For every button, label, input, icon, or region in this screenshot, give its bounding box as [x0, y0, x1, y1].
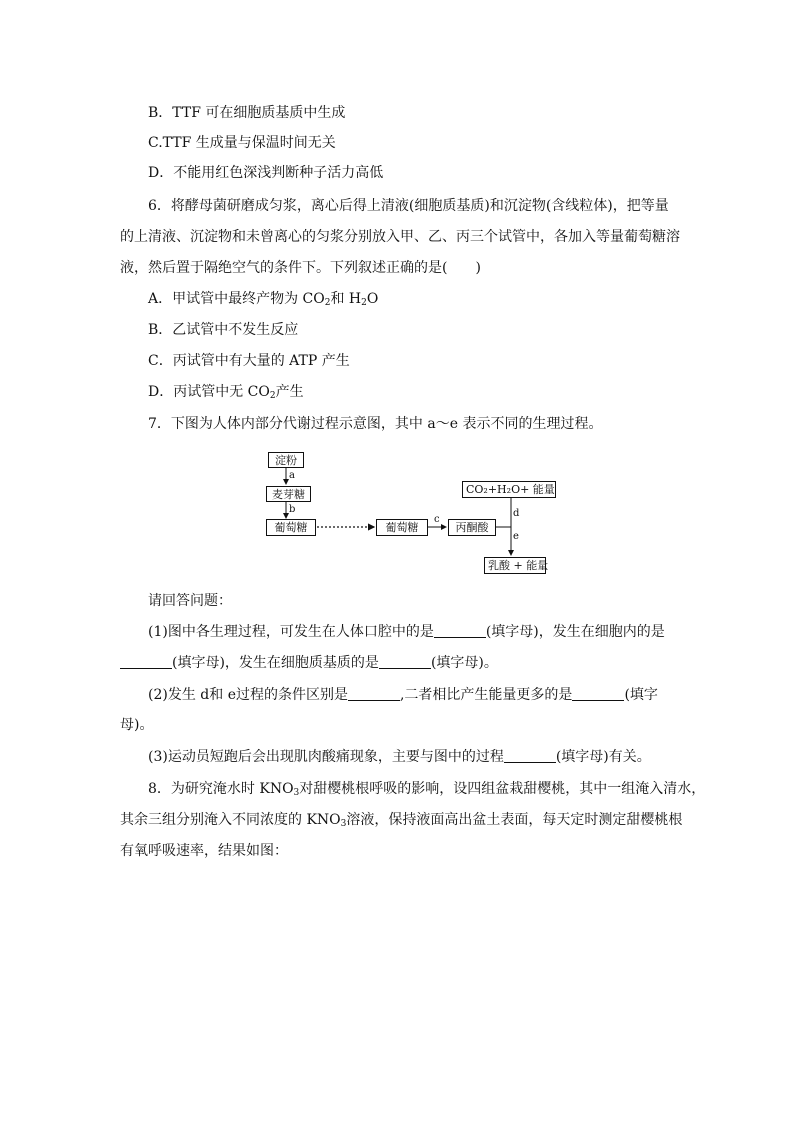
- q7-sub2-line2: 母)。: [120, 717, 154, 733]
- q6-stem-line1: 6．将酵母菌研磨成匀浆，离心后得上清液(细胞质基质)和沉淀物(含线粒体)，把等量: [148, 198, 669, 214]
- q6-option-b: B．乙试管中不发生反应: [148, 322, 299, 338]
- box-glucose-1: 葡萄糖: [266, 519, 316, 536]
- label-c: c: [434, 514, 440, 525]
- q7-sub2-line1: (2)发生 d和 e过程的条件区别是 ,二者相比产生能量更多的是 (填字: [148, 687, 658, 703]
- box-glucose-2: 葡萄糖: [376, 519, 428, 536]
- q5-option-d: D．不能用红色深浅判断种子活力高低: [148, 165, 384, 181]
- q5-option-c: C.TTF 生成量与保温时间无关: [148, 135, 336, 151]
- q7-sub1-line2: (填字母)，发生在细胞质基质的是 (填字母)。: [120, 653, 498, 673]
- label-a: a: [289, 470, 295, 481]
- box-starch: 淀粉: [268, 452, 304, 468]
- q8-stem-line2: 其余三组分别淹入不同浓度的 $KNO_3$溶液，保持液面高出盆土表面，每天定时测定甜樱桃根: [120, 812, 683, 829]
- q7-stem: 7．下图为人体内部分代谢过程示意图，其中 a～e 表示不同的生理过程。: [148, 416, 603, 432]
- answer-blank[interactable]: [434, 623, 486, 638]
- answer-blank[interactable]: [120, 654, 172, 669]
- label-e: e: [513, 531, 519, 542]
- answer-blank[interactable]: [504, 748, 556, 763]
- q6-option-c: C．丙试管中有大量的 ATP 产生: [148, 353, 350, 369]
- box-maltose: 麦芽糖: [266, 486, 311, 502]
- q6-stem-line3: 液，然后置于隔绝空气的条件下。下列叙述正确的是( ): [120, 260, 481, 276]
- q6-option-d: D．丙试管中无 $CO_2$产生: [148, 384, 304, 401]
- q8-stem-line1: 8．为研究淹水时 $KNO_3$对甜樱桃根呼吸的影响，设四组盆栽甜樱桃，其中一组淹入清水，: [148, 781, 706, 798]
- label-d: d: [513, 508, 520, 519]
- box-pyruvate: 丙酮酸: [448, 519, 496, 536]
- q7-prompt: 请回答问题：: [148, 593, 232, 609]
- box-aerobic-products: CO₂+H₂O+ 能量: [462, 481, 556, 498]
- q6-option-a: A．甲试管中最终产物为 $CO_2$和 $H_2O$: [148, 291, 379, 308]
- q5-option-b: B．TTF 可在细胞质基质中生成: [148, 105, 346, 121]
- answer-blank[interactable]: [379, 654, 431, 669]
- label-b: b: [289, 504, 296, 515]
- q8-stem-line3: 有氧呼吸速率，结果如图：: [120, 843, 288, 859]
- answer-blank[interactable]: [572, 686, 624, 701]
- q6-stem-line2: 的上清液、沉淀物和未曾离心的匀浆分别放入甲、乙、丙三个试管中，各加入等量葡萄糖溶: [120, 229, 680, 245]
- answer-blank[interactable]: [348, 686, 400, 701]
- q7-sub3: (3)运动员短跑后会出现肌肉酸痛现象，主要与图中的过程 (填字母)有关。: [148, 749, 651, 765]
- q7-sub1-line1: (1)图中各生理过程，可发生在人体口腔中的是 (填字母)，发生在细胞内的是: [148, 624, 665, 640]
- box-anaerobic-products: 乳酸 + 能量: [484, 557, 546, 574]
